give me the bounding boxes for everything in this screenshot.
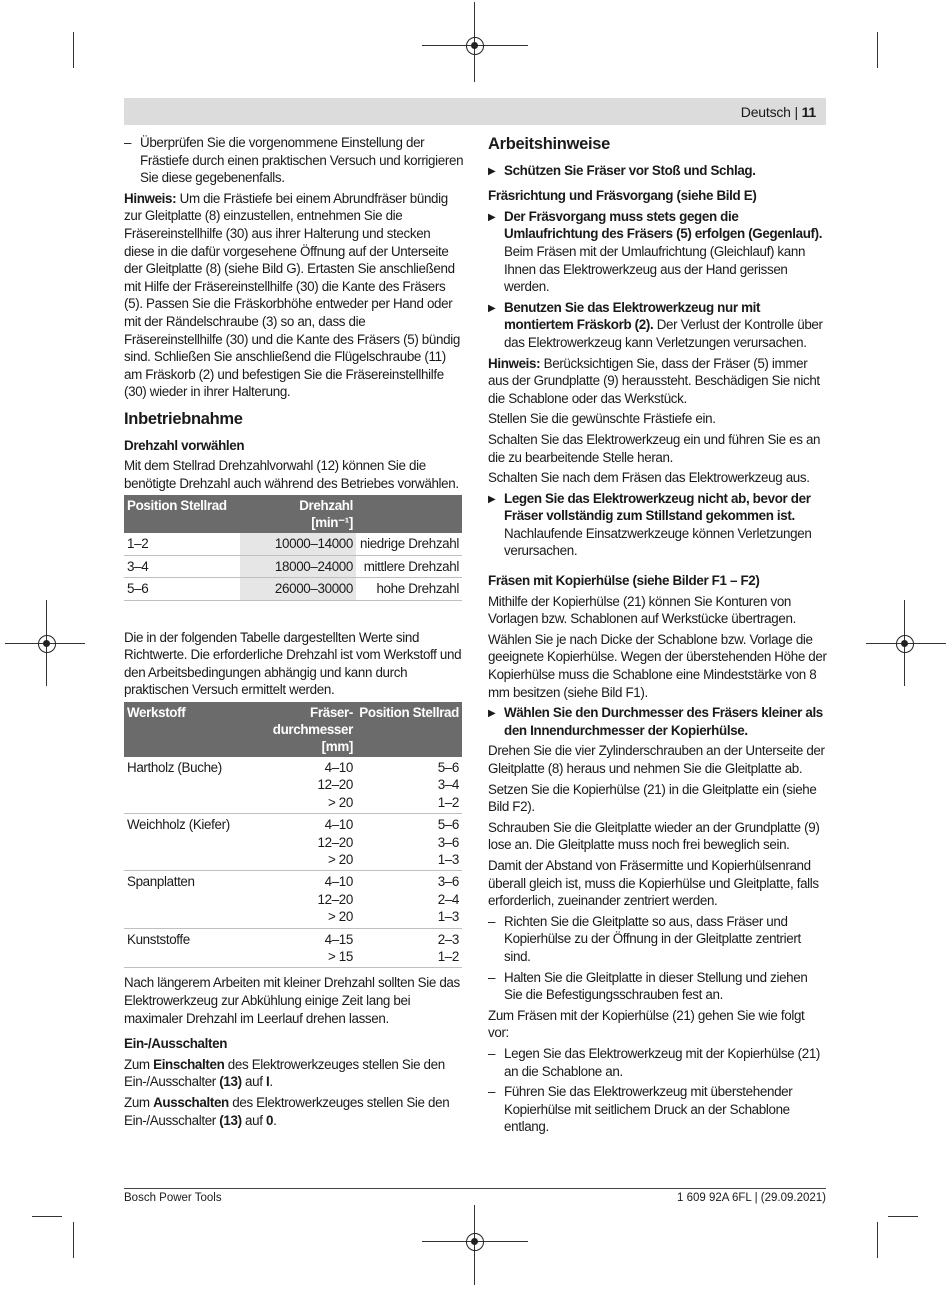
table-cell: 3–6 2–4 1–3: [356, 871, 462, 928]
hinweis-paragraph: Hinweis: Berücksichtigen Sie, dass der Fräser (5) immer aus der Grundplatte (9) heraussteht. Beschädigen Sie nicht die Schablone oder das Werkstück.: [488, 355, 820, 406]
paragraph: Mithilfe der Kopierhülse (21) können Sie Konturen von Vorlagen bzw. Schablonen auf Werkstücke übertragen.: [488, 593, 796, 627]
paragraph: Schalten Sie nach dem Fräsen das Elektrowerkzeug aus.: [488, 470, 810, 486]
table-cell: Weichholz (Kiefer): [124, 814, 250, 871]
warning-item: ▶ Wählen Sie den Durchmesser des Fräsers kleiner als den Innendurchmesser der Kopierhülse.: [488, 704, 828, 739]
subheading-kopierhuelse: Fräsen mit Kopierhülse (siehe Bilder F1 – F2): [488, 573, 760, 589]
section-heading-inbetriebnahme: Inbetriebnahme: [124, 409, 243, 428]
page-number: 11: [801, 104, 816, 120]
crop-mark: [877, 1222, 878, 1258]
page-header: Deutsch | 11: [740, 104, 816, 120]
table-cell: 2–3 1–2: [356, 928, 462, 968]
speed-table: [124, 495, 462, 600]
table-cell: mittlere Drehzahl: [356, 555, 462, 577]
crop-mark: [32, 1216, 62, 1217]
table-row: [124, 533, 462, 555]
registration-mark-icon: [466, 37, 484, 55]
left-column: [124, 134, 464, 1132]
subheading-drehzahl: Drehzahl vorwählen: [124, 437, 245, 453]
paragraph: Stellen Sie die gewünschte Frästiefe ein.: [488, 411, 716, 427]
paragraph: Die in der folgenden Tabelle dargestellten Werte sind Richtwerte. Die erforderliche Drehzahl ist vom Werkstoff und den Arbeitsbedingungen abhängig und kann durch praktischen Versuch ermittelt werden.: [124, 629, 462, 698]
footer-doc-id: 1 609 92A 6FL | (29.09.2021): [677, 1192, 826, 1204]
registration-mark-icon: [38, 635, 56, 653]
table-header: Werkstoff: [124, 702, 250, 757]
table-cell: 4–10 12–20 > 20: [250, 814, 356, 871]
table-cell: 4–10 12–20 > 20: [250, 871, 356, 928]
crop-mark: [877, 32, 878, 68]
paragraph: Nach längerem Arbeiten mit kleiner Drehzahl sollten Sie das Elektrowerkzeug zur Abkühlung einige Zeit lang bei maximaler Drehzahl im Leerlauf drehen lassen.: [124, 975, 460, 1026]
warning-item: ▶ Schützen Sie Fräser vor Stoß und Schlag.: [488, 162, 828, 180]
section-heading-arbeitshinweise: Arbeitshinweise: [488, 135, 611, 153]
paragraph: Schalten Sie das Elektrowerkzeug ein und führen Sie es an die zu bearbeitende Stelle heran.: [488, 431, 821, 465]
table-row: [124, 555, 462, 577]
table-row: [124, 928, 462, 968]
table-cell: 5–6 3–4 1–2: [356, 757, 462, 814]
table-cell: Hartholz (Buche): [124, 757, 250, 814]
header-bar: [124, 98, 826, 125]
crop-mark: [73, 1222, 74, 1258]
list-item: – Legen Sie das Elektrowerkzeug mit der Kopierhülse (21) an die Schablone an.: [488, 1045, 828, 1080]
table-cell: 3–4: [124, 555, 240, 577]
table-cell: 4–15 > 15: [250, 928, 356, 968]
table-cell: 10000–14000: [240, 533, 356, 555]
table-row: [124, 871, 462, 928]
paragraph: Damit der Abstand von Fräsermitte und Kopierhülsenrand überall gleich ist, muss die Kopierhülse und Gleitplatte, falls erforderlich, zueinander zentriert werden.: [488, 857, 819, 909]
paragraph: Drehen Sie die vier Zylinderschrauben an der Unterseite der Gleitplatte (8) heraus und nehmen Sie die Gleitplatte ab.: [488, 743, 825, 776]
paragraph-einschalten: Zum Einschalten des Elektrowerkzeuges stellen Sie den Ein-/Ausschalter (13) auf I.: [124, 1056, 445, 1090]
warning-item: ▶ Legen Sie das Elektrowerkzeug nicht ab, bevor der Fräser vollständig zum Stillstand gekommen ist. Nachlaufende Einsatzwerkzeuge können Verletzungen verursachen.: [488, 490, 828, 560]
table-header: Position Stellrad: [124, 495, 240, 533]
list-item: – Führen Sie das Elektrowerkzeug mit überstehender Kopierhülse mit seitlichem Druck an der Schablone entlang.: [488, 1083, 828, 1136]
list-item: – Überprüfen Sie die vorgenommene Einstellung der Frästiefe durch einen praktischen Versuch und korrigieren Sie diese gegebenenfalls.: [124, 134, 464, 187]
paragraph: Setzen Sie die Kopierhülse (21) in die Gleitplatte ein (siehe Bild F2).: [488, 781, 817, 815]
table-cell: 26000–30000: [240, 578, 356, 600]
table-header: Position Stellrad: [356, 702, 462, 757]
paragraph: Schrauben Sie die Gleitplatte wieder an der Grundplatte (9) lose an. Die Gleitplatte muss noch frei beweglich sein.: [488, 819, 820, 853]
registration-mark-icon: [896, 635, 914, 653]
table-cell: hohe Drehzahl: [356, 578, 462, 600]
paragraph: Wählen Sie je nach Dicke der Schablone bzw. Vorlage die geeignete Kopierhülse. Wegen der überstehenden Höhe der Kopierhülse muss die Schablone eine Mindeststärke von 8 mm besitzen (siehe Bild F1).: [488, 631, 827, 700]
table-cell: Kunststoffe: [124, 928, 250, 968]
table-header: [356, 495, 462, 533]
table-cell: Spanplatten: [124, 871, 250, 928]
footer-rule: [124, 1188, 826, 1189]
table-header: Fräser- durchmesser [mm]: [250, 702, 356, 757]
hinweis-paragraph: [124, 190, 464, 401]
table-cell: 1–2: [124, 533, 240, 555]
subheading-fraesrichtung: Fräsrichtung und Fräsvorgang (siehe Bild E): [488, 188, 757, 204]
subheading-einaus: Ein-/Ausschalten: [124, 1036, 228, 1052]
paragraph: Zum Fräsen mit der Kopierhülse (21) gehen Sie wie folgt vor:: [488, 1007, 805, 1041]
table-cell: niedrige Drehzahl: [356, 533, 462, 555]
table-row: [124, 757, 462, 814]
paragraph: Mit dem Stellrad Drehzahlvorwahl (12) können Sie die benötigte Drehzahl auch während des Betriebes vorwählen.: [124, 458, 459, 491]
table-header: Drehzahl [min⁻¹]: [240, 495, 356, 533]
material-table: [124, 702, 462, 968]
header-language: Deutsch: [740, 104, 791, 120]
table-row: [124, 814, 462, 871]
list-item: – Richten Sie die Gleitplatte so aus, dass Fräser und Kopierhülse zu der Öffnung in der Gleitplatte zentriert sind.: [488, 913, 828, 966]
table-cell: 5–6 3–6 1–3: [356, 814, 462, 871]
warning-item: ▶ Benutzen Sie das Elektrowerkzeug nur mit montiertem Fräskorb (2). Der Verlust der Kontrolle über das Elektrowerkzeug kann Verletzungen verursachen.: [488, 299, 828, 352]
right-column: [488, 134, 828, 1139]
table-cell: 5–6: [124, 578, 240, 600]
crop-mark: [888, 1216, 918, 1217]
hinweis-label: Hinweis:: [124, 190, 177, 206]
footer-brand: Bosch Power Tools: [124, 1192, 222, 1204]
paragraph-ausschalten: Zum Ausschalten des Elektrowerkzeuges stellen Sie den Ein-/Ausschalter (13) auf 0.: [124, 1094, 450, 1128]
registration-mark-icon: [466, 1233, 484, 1251]
table-cell: 18000–24000: [240, 555, 356, 577]
list-item: – Halten Sie die Gleitplatte in dieser Stellung und ziehen Sie die Befestigungsschrauben fest an.: [488, 969, 828, 1004]
table-row: [124, 578, 462, 600]
hinweis-text: Um die Frästiefe bei einem Abrundfräser bündig zur Gleitplatte (8) einzustellen, entnehmen Sie die Fräsereinstellhilfe (30) aus ihrer Halterung und stecken diese in die dafür vorgesehene Öffnung auf der Unterseite der Gleitplatte (8) (siehe Bild G). Ertasten Sie anschließend mit Hilfe der Fräsereinstellhilfe (30) die Kante des Fräsers (5). Passen Sie die Fräskorbhöhe entweder per Hand oder mit der Rändelschraube (3) so an, dass die Fräsereinstellhilfe (30) und die Kante des Fräsers (5) bündig sind. Schließen Sie anschließend die Flügelschraube (11) am Fräskorb (2) und befestigen Sie die Fräsereinstellhilfe (30) wieder in ihrer Halterung.: [124, 190, 460, 400]
warning-item: ▶ Der Fräsvorgang muss stets gegen die Umlaufrichtung des Fräsers (5) erfolgen (Gegenlauf). Beim Fräsen mit der Umlaufrichtung (Gleichlauf) kann Ihnen das Elektrowerkzeug aus der Hand gerissen werden.: [488, 208, 828, 296]
table-cell: 4–10 12–20 > 20: [250, 757, 356, 814]
crop-mark: [73, 32, 74, 68]
